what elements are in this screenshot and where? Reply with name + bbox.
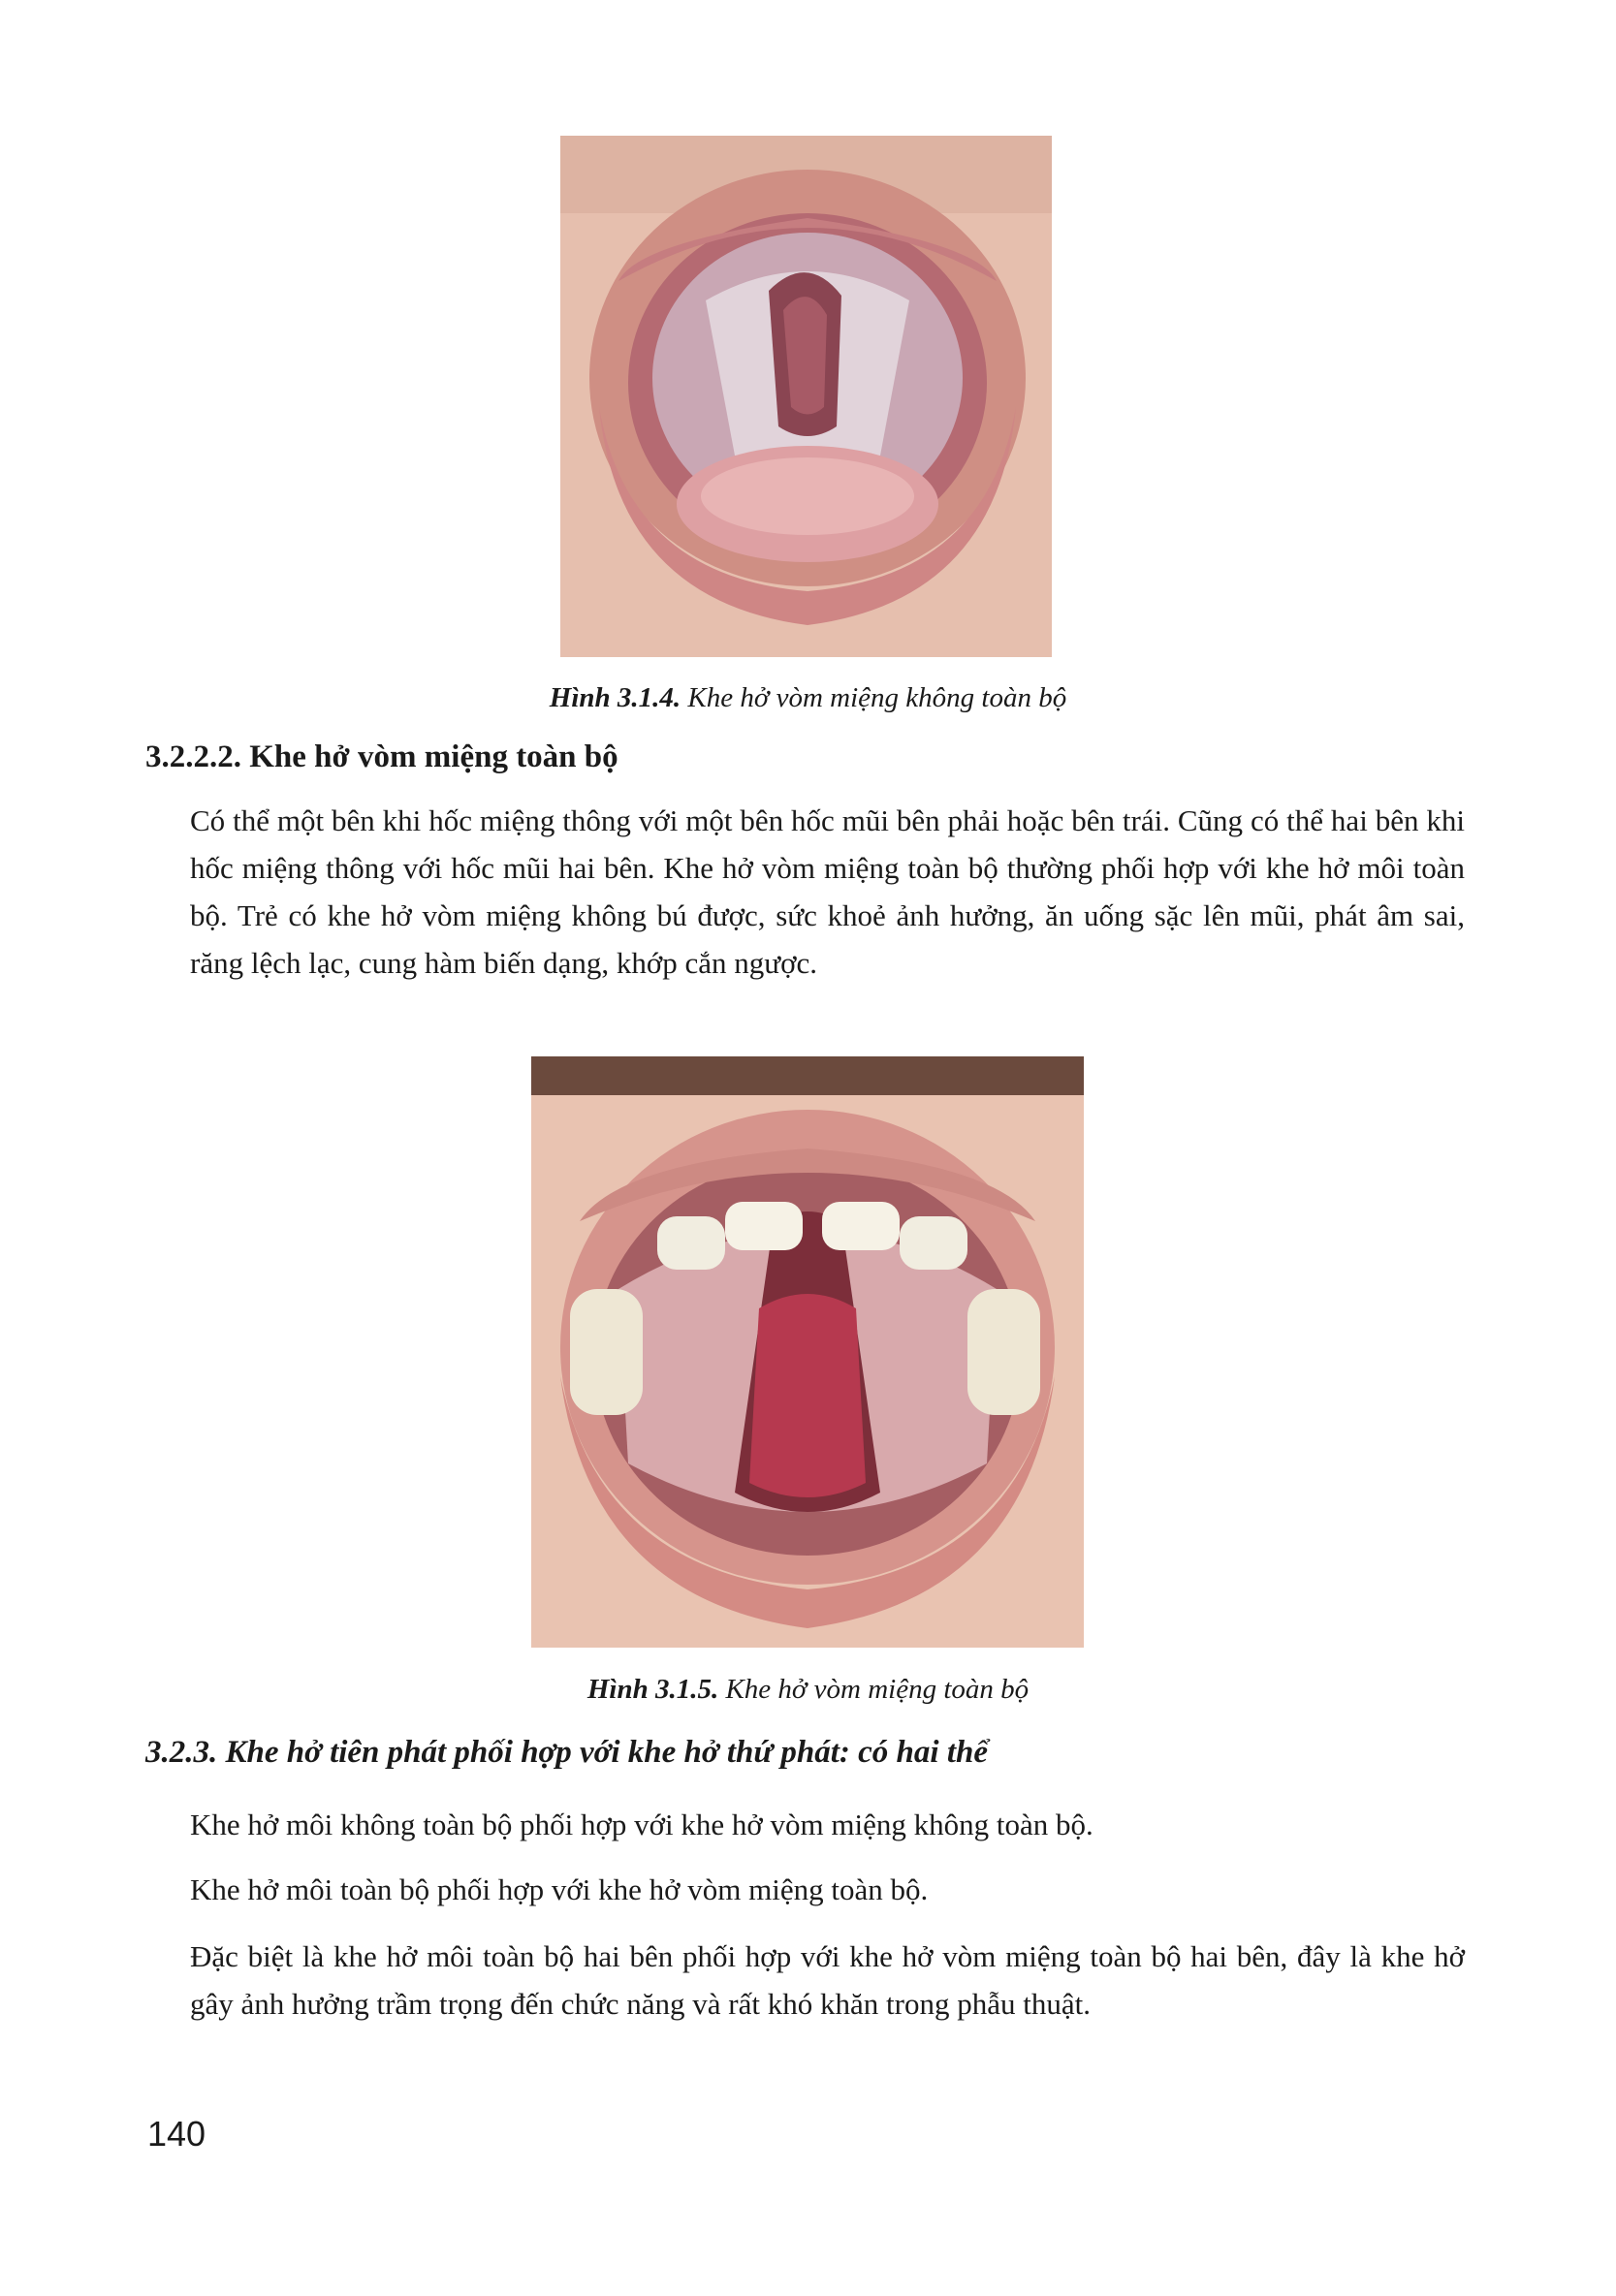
figure-label: Hình 3.1.4. — [549, 682, 681, 713]
figure-caption-text: Khe hở vòm miệng không toàn bộ — [687, 682, 1067, 713]
figure-3-1-5-caption — [0, 1672, 1616, 1707]
page-number: 140 — [147, 2114, 206, 2154]
section-paragraph: Khe hở môi toàn bộ phối hợp với khe hở vòm miệng toàn bộ. — [190, 1872, 929, 1906]
section-heading: 3.2.3. Khe hở tiên phát phối hợp với khe hở thứ phát: có hai thể — [145, 1735, 988, 1770]
section-paragraph: Có thể một bên khi hốc miệng thông với một bên hốc mũi bên phải hoặc bên trái. Cũng có thể hai bên khi hốc miệng thông với hốc mũi hai bên. Khe hở vòm miệng toàn bộ thường phối hợp với khe hở môi toàn bộ. Trẻ có khe hở vòm miệng không bú được, sức khoẻ ảnh hưởng, ăn uống sặc lên mũi, phát âm sai, răng lệch lạc, cung hàm biến dạng, khớp cắn ngược. — [190, 803, 1465, 980]
section-paragraph: Khe hở môi không toàn bộ phối hợp với khe hở vòm miệng không toàn bộ. — [190, 1808, 1093, 1841]
section-paragraph: Đặc biệt là khe hở môi toàn bộ hai bên phối hợp với khe hở vòm miệng toàn bộ hai bên, đây là khe hở gây ảnh hưởng trầm trọng đến chức năng và rất khó khăn trong phẫu thuật. — [190, 1939, 1465, 2021]
figure-caption-text: Khe hở vòm miệng toàn bộ — [725, 1674, 1030, 1705]
figure-label: Hình 3.1.5. — [586, 1674, 719, 1705]
figure-3-1-5-photo — [531, 1056, 1084, 1648]
figure-3-1-4-photo — [560, 136, 1052, 657]
figure-3-1-4-caption — [0, 680, 1616, 715]
section-heading: 3.2.2.2. Khe hở vòm miệng toàn bộ — [145, 739, 618, 774]
